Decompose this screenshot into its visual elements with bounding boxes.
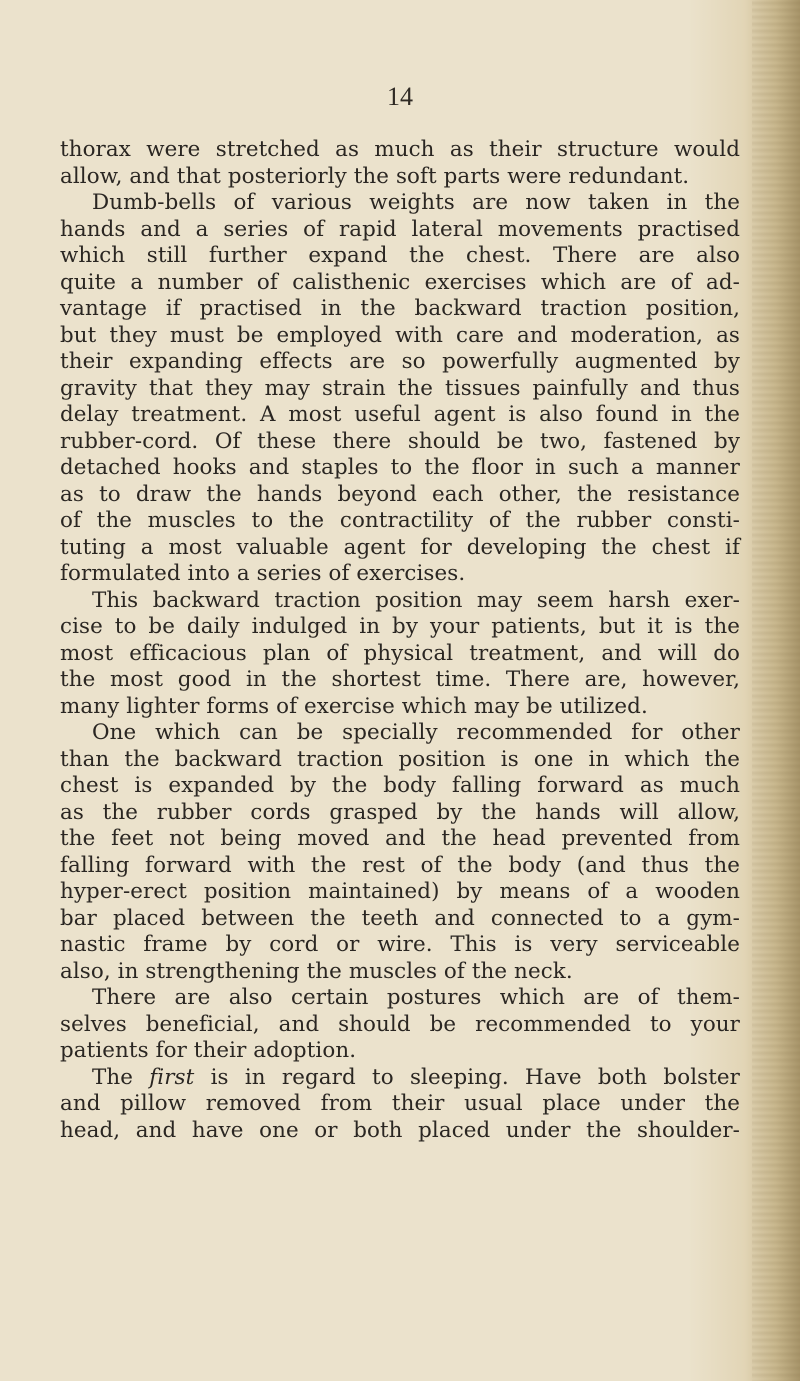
text-line: and pillow removed from their usual place under the [60, 1091, 740, 1116]
text-segment: The [92, 1064, 150, 1090]
page-edge-shading [752, 0, 800, 1381]
text-line: allow, and that posteriorly the soft parts were redundant. [60, 163, 690, 189]
text-line: One which can be specially recommended for other [92, 720, 740, 745]
text-line: delay treatment. A most useful agent is also found in the [60, 402, 740, 427]
text-line [60, 1065, 740, 1092]
text-line: the most good in the shortest time. There are, however, [60, 667, 740, 692]
text-line: nastic frame by cord or wire. This is very serviceable [60, 932, 740, 957]
text-line: of the muscles to the contractility of the rubber consti- [60, 508, 740, 533]
text-line: as to draw the hands beyond each other, the resistance [60, 481, 740, 507]
text-line: hyper-erect position maintained) by means of a wooden [60, 879, 740, 904]
text-segment: is in regard to sleeping. Have both bolster [194, 1064, 741, 1090]
text-line: their expanding effects are so powerfully augmented by [60, 349, 740, 374]
text-line: formulated into a series of exercises. [60, 561, 466, 586]
text-line: chest is expanded by the body falling forward as much [60, 773, 740, 798]
text-line: head, and have one or both placed under the shoulder- [60, 1117, 740, 1143]
italic-word: first [149, 1064, 195, 1090]
text-line: the feet not being moved and the head prevented from [60, 826, 740, 851]
text-line: falling forward with the rest of the body (and thus the [60, 852, 740, 878]
text-line: Dumb-bells of various weights are now taken in the [92, 190, 740, 215]
page-number: 14 [387, 82, 413, 111]
text-line: selves beneficial, and should be recommended to your [60, 1011, 740, 1037]
text-line: patients for their adoption. [60, 1038, 357, 1063]
text-line: detached hooks and staples to the floor in such a manner [60, 455, 740, 480]
text-line: thorax were stretched as much as their structure would [60, 137, 740, 162]
text-line: most efficacious plan of physical treatment, and will do [60, 640, 740, 666]
text-line: There are also certain postures which are of them- [92, 985, 740, 1010]
text-line: which still further expand the chest. There are also [60, 243, 740, 268]
text-line: quite a number of calisthenic exercises which are of ad- [60, 269, 740, 295]
text-line: rubber-cord. Of these there should be two, fastened by [60, 428, 740, 454]
text-line: This backward traction position may seem harsh exer- [92, 587, 740, 613]
text-line: but they must be employed with care and moderation, as [60, 322, 740, 348]
text-line: than the backward traction position is one in which the [60, 746, 740, 772]
text-line: cise to be daily indulged in by your patients, but it is the [60, 614, 740, 639]
text-line: gravity that they may strain the tissues painfully and thus [60, 375, 740, 401]
text-line: many lighter forms of exercise which may be utilized. [60, 693, 648, 719]
text-line: hands and a series of rapid lateral movements practised [60, 216, 740, 242]
body-text [60, 137, 740, 1144]
text-line: bar placed between the teeth and connected to a gym- [60, 905, 740, 931]
text-line: as the rubber cords grasped by the hands will allow, [60, 799, 740, 825]
text-line: tuting a most valuable agent for developing the chest if [60, 534, 740, 560]
text-line: also, in strengthening the muscles of the neck. [60, 958, 573, 984]
text-line: vantage if practised in the backward traction position, [60, 296, 740, 321]
